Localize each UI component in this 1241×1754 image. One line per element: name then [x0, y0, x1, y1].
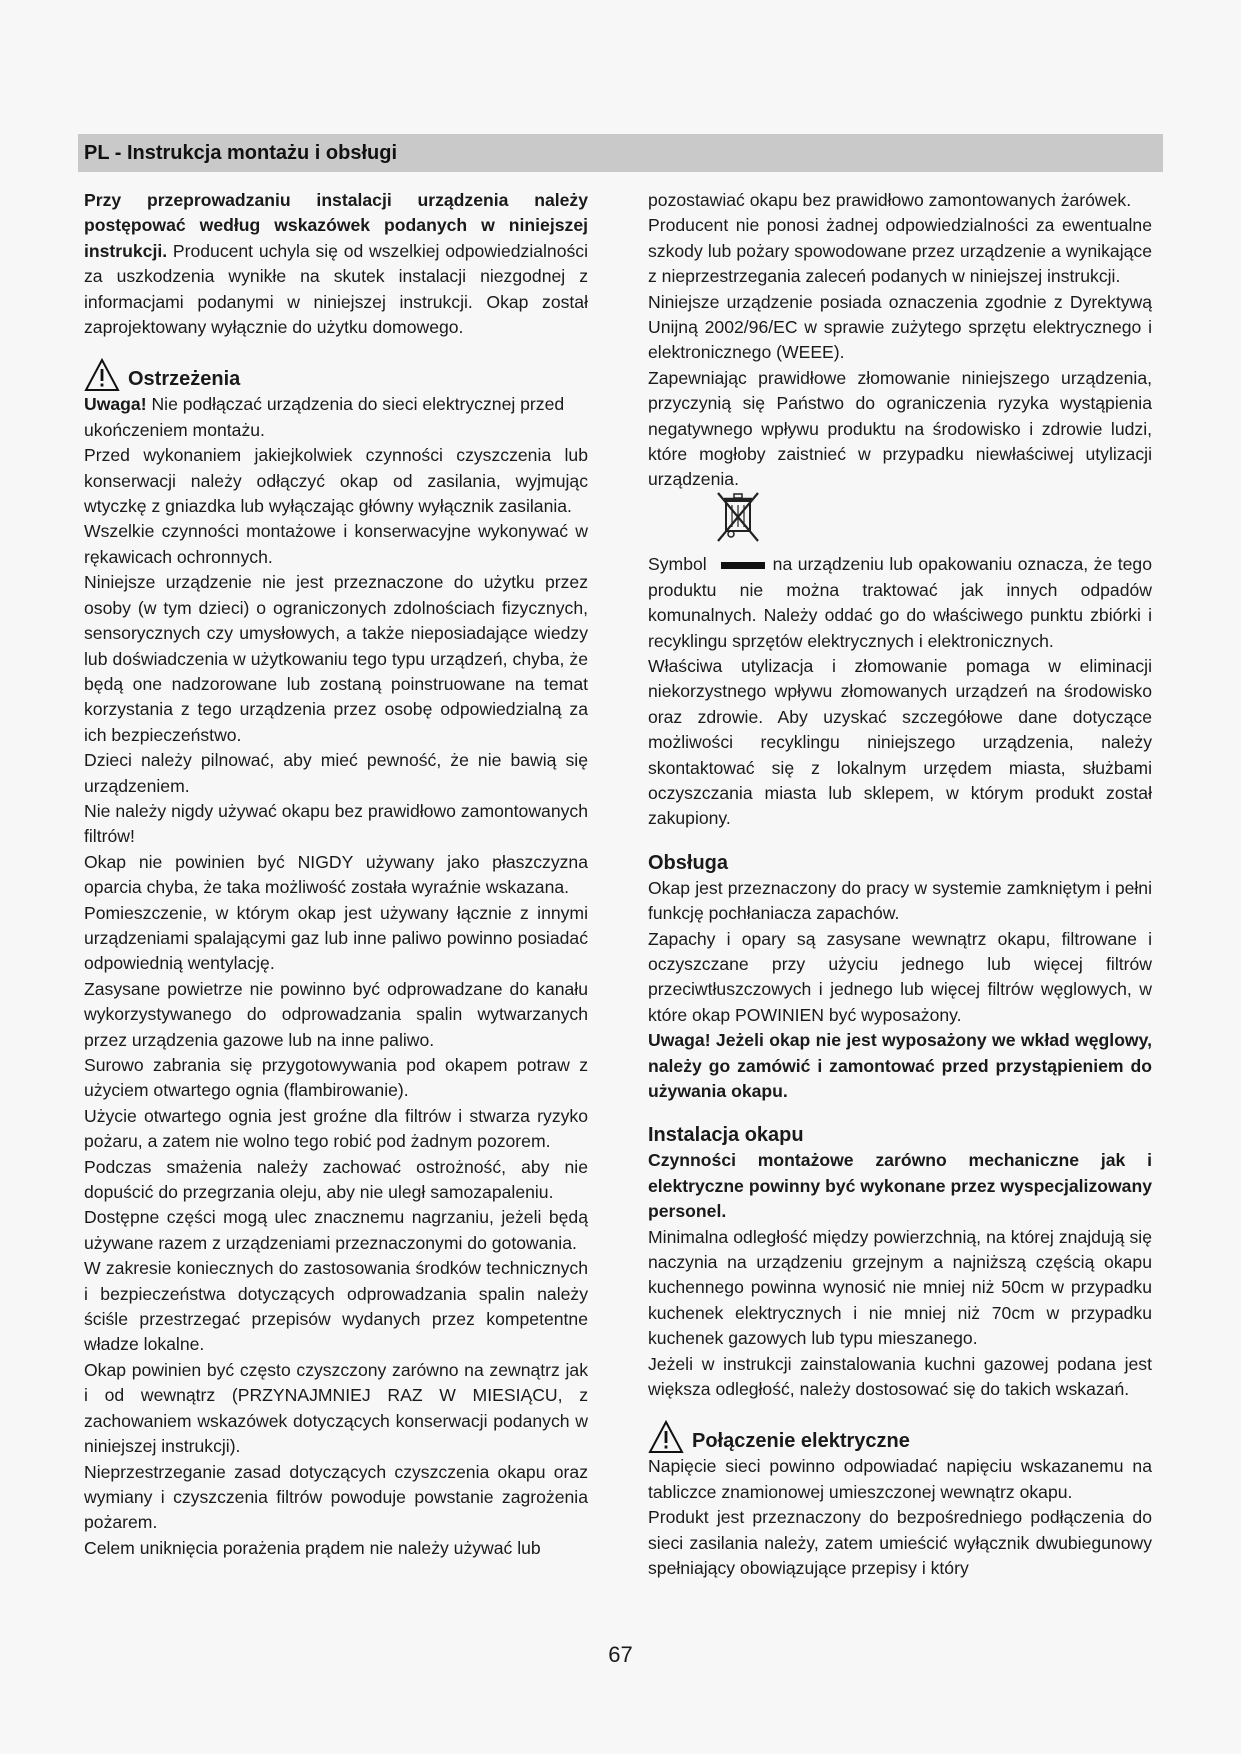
paragraph: Użycie otwartego ognia jest groźne dla filtrów i stwarza ryzyko pożaru, a zatem nie wolno tego robić pod żadnym pozorem.	[84, 1105, 588, 1152]
paragraph: Okap nie powinien być NIGDY używany jako płaszczyzna oparcia chyba, że taka możliwość została wyraźnie wskazana.	[84, 851, 588, 898]
paragraph: W zakresie koniecznych do zastosowania środków technicznych i bezpieczeństwa dotyczących odprowadzania spalin należy ściśle przestrzegać przepisów wydanych przez kompetentne władze lokalne.	[84, 1258, 588, 1355]
paragraph: Zapachy i opary są zasysane wewnątrz okapu, filtrowane i oczyszczane przy użyciu jednego lub więcej filtrów przeciwtłuszczowych i jednego lub więcej filtrów węglowych, w które okap POWINIEN być wyposażony.	[648, 928, 1152, 1025]
paragraph: Dostępne części mogą ulec znacznemu nagrzaniu, jeżeli będą używane razem z urządzeniami przeznaczonymi do gotowania.	[84, 1207, 588, 1253]
paragraph: Producent nie ponosi żadnej odpowiedzialności za ewentualne szkody lub pożary spowodowane przez urządzenie a wynikające z nieprzestrzegania zaleceń podanych w niniejszej instrukcji.	[648, 215, 1152, 287]
paragraph: Zasysane powietrze nie powinno być odprowadzane do kanału wykorzystywanego do odprowadzania spalin wytwarzanych przez urządzenia gazowe lub na inne paliwo.	[84, 978, 588, 1050]
paragraph: Dzieci należy pilnować, aby mieć pewność, że nie bawią się urządzeniem.	[84, 750, 588, 796]
left-column	[84, 188, 588, 1561]
section-title-instalacja: Instalacja okapu	[648, 1124, 804, 1147]
paragraph: Surowo zabrania się przygotowywania pod okapem potraw z użyciem otwartego ognia (flambirowanie).	[84, 1055, 588, 1101]
intro-paragraph	[84, 188, 588, 340]
section-title-obsluga: Obsługa	[648, 851, 729, 874]
paragraph: Właściwa utylizacja i złomowanie pomaga w eliminacji niekorzystnego wpływu złomowanych urządzeń na środowisko oraz zdrowie. Aby uzyskać szczegółowe dane dotyczące możliwości recyklingu niniejszego urządzenia, należy skontaktować się z lokalnym urzędem miasta, służbami oczyszczania miasta lub sklepem, w którym produkt został zakupiony.	[648, 655, 1152, 829]
crossed-bin-icon	[714, 491, 762, 552]
paragraph: Pomieszczenie, w którym okap jest używany łącznie z innymi urządzeniami spalającymi gaz lub inne paliwo powinno posiadać odpowiednią wentylację.	[84, 902, 588, 974]
electrical-title: Połączenie elektryczne	[692, 1430, 910, 1453]
page-title: PL - Instrukcja montażu i obsługi	[84, 142, 397, 164]
paragraph: Napięcie sieci powinno odpowiadać napięciu wskazanemu na tabliczce znamionowej umieszczonej wewnątrz okapu.	[648, 1456, 1152, 1502]
paragraph: Nie należy nigdy używać okapu bez prawidłowo zamontowanych filtrów!	[84, 800, 588, 847]
paragraph: Okap powinien być często czyszczony zarówno na zewnątrz jak i od wewnątrz (PRZYNAJMNIEJ RAZ W MIESIĄCU, z zachowaniem wskazówek dotyczących konserwacji podanych w niniejszej instrukcji).	[84, 1359, 588, 1457]
symbol-label: Symbol	[648, 554, 707, 575]
paragraph: Zapewniając prawidłowe złomowanie niniejszego urządzenia, przyczynią się Państwo do ograniczenia ryzyka wystąpienia negatywnego wpływu produktu na środowisko i zdrowie ludzi, które mogłoby zaistnieć w przypadku niewłaściwej utylizacji urządzenia.	[648, 367, 1152, 490]
bold-note: Uwaga! Jeżeli okap nie jest wyposażony we wkład węglowy, należy go zamówić i zamontować przed przystąpieniem do używania okapu.	[648, 1030, 1152, 1101]
warning-bold: Uwaga!	[84, 394, 147, 415]
page-number: 67	[608, 1642, 633, 1667]
symbol-paragraph	[648, 552, 1152, 654]
paragraph: Celem uniknięcia porażenia prądem nie należy używać lub	[84, 1537, 541, 1558]
paragraph: Nieprzestrzeganie zasad dotyczących czyszczenia okapu oraz wymiany i czyszczenia filtrów powoduje powstanie zagrożenia pożarem.	[84, 1461, 588, 1533]
weee-symbol	[648, 491, 828, 552]
paragraph: Okap jest przeznaczony do pracy w systemie zamkniętym i pełni funkcję pochłaniacza zapachów.	[648, 877, 1152, 924]
right-column	[648, 188, 1152, 1582]
intro-rest-text: Producent uchyla się od wszelkiej odpowiedzialności za uszkodzenia wynikłe na skutek instalacji niezgodnej z informacjami podanymi w niniejszej instrukcji. Okap został zaprojektowany wyłącznie do użytku domowego.	[84, 240, 588, 338]
paragraph: Jeżeli w instrukcji zainstalowania kuchni gazowej podana jest większa odległość, należy dostosować się do takich wskazań.	[648, 1353, 1152, 1400]
warning-triangle-icon	[84, 358, 120, 392]
paragraph: Niniejsze urządzenie nie jest przeznaczone do użytku przez osoby (w tym dzieci) o ograniczonych zdolnościach fizycznych, sensorycznych czy umysłowych, a także nieposiadające wiedzy lub doświadczenia w użytkowaniu tego typu urządzeń, chyba, że będą one nadzorowane lub zostaną poinstruowane na temat korzystania z tego urządzenia przez osobę odpowiedzialną za ich bezpieczeństwo.	[84, 572, 588, 745]
warning-text: Nie podłączać urządzenia do sieci elektrycznej przed ukończeniem montażu.	[84, 394, 565, 440]
black-bar-symbol	[721, 562, 765, 569]
intro-bold-text: Przy przeprowadzaniu instalacji urządzenia należy postępować według wskazówek podanych w niniejszej instrukcji.	[84, 190, 588, 261]
warnings-title: Ostrzeżenia	[128, 368, 241, 391]
section-header-bar	[78, 134, 1163, 172]
warning-paragraph	[84, 392, 588, 443]
electrical-heading	[648, 1414, 1152, 1454]
warning-triangle-icon	[648, 1420, 684, 1454]
paragraph: Podczas smażenia należy zachować ostrożność, aby nie dopuścić do przegrzania oleju, aby nie uległ samozapaleniu.	[84, 1156, 588, 1203]
bold-note: Czynności montażowe zarówno mechaniczne jak i elektryczne powinny być wykonane przez wyspecjalizowany personel.	[648, 1150, 1152, 1222]
paragraph: Przed wykonaniem jakiejkolwiek czynności czyszczenia lub konserwacji należy odłączyć okap od zasilania, wyjmując wtyczkę z gniazdka lub wyłączając główny wyłącznik zasilania.	[84, 445, 588, 517]
warnings-heading	[84, 352, 588, 392]
symbol-text: na urządzeniu lub opakowaniu oznacza, że tego produktu nie można traktować jak innych odpadów komunalnych. Należy oddać go do właściwego punktu zbiórki i recyklingu sprzętów elektrycznych i elektronicznych.	[648, 554, 1152, 651]
paragraph: pozostawiać okapu bez prawidłowo zamontowanych żarówek.	[648, 190, 1132, 210]
paragraph: Niniejsze urządzenie posiada oznaczenia zgodnie z Dyrektywą Unijną 2002/96/EC w sprawie zużytego sprzętu elektrycznego i elektronicznego (WEEE).	[648, 291, 1152, 363]
paragraph: Produkt jest przeznaczony do bezpośredniego podłączenia do sieci zasilania należy, zatem umieścić wyłącznik dwubiegunowy spełniający obowiązujące przepisy i który	[648, 1507, 1152, 1579]
paragraph: Wszelkie czynności montażowe i konserwacyjne wykonywać w rękawicach ochronnych.	[84, 521, 588, 567]
paragraph: Minimalna odległość między powierzchnią, na której znajdują się naczynia na urządzeniu grzejnym a najniższą częścią okapu kuchennego powinna wynosić nie mniej niż 50cm w przypadku kuchenek elektrycznych i nie mniej niż 70cm w przypadku kuchenek gazowych lub typu mieszanego.	[648, 1226, 1152, 1349]
